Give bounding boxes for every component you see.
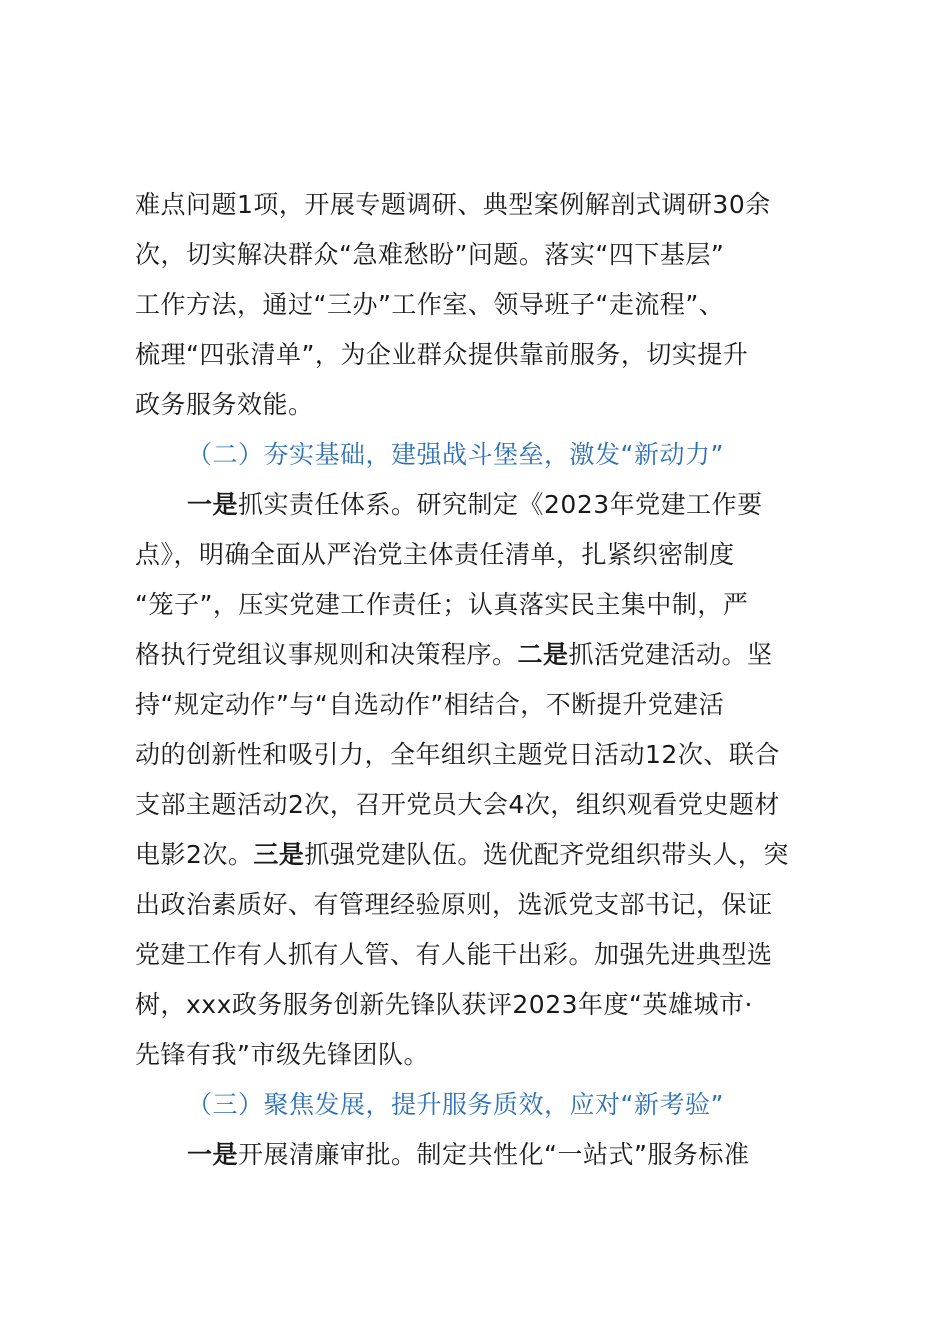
point-marker: 三是 [253,840,305,869]
text-line: 工作方法，通过“三办”工作室、领导班子“走流程”、 [135,290,725,319]
text-line: 出政治素质好、有管理经验原则，选派党支部书记，保证 [135,890,773,919]
point-marker: 二是 [517,640,569,669]
text-line [135,630,855,680]
text-line: 梳理“四张清单”，为企业群众提供靠前服务，切实提升 [135,340,749,369]
text-line: 点》，明确全面从严治党主体责任清单，扎紧织密制度 [135,540,735,569]
text-span: 抓活党建活动。坚 [568,640,773,669]
text-line [135,480,855,530]
section-heading-3: （三）聚焦发展，提升服务质效，应对“新考验” [187,1090,724,1119]
text-line: 动的创新性和吸引力，全年组织主题党日活动12次、联合 [135,740,780,769]
text-line [135,830,855,880]
text-line: 树，xxx政务服务创新先锋队获评2023年度“英雄城市· [135,990,753,1019]
text-line: “笼子”，压实党建工作责任；认真落实民主集中制，严 [135,590,749,619]
text-line: 党建工作有人抓有人管、有人能干出彩。加强先进典型选 [135,940,773,969]
text-line: 持“规定动作”与“自选动作”相结合，不断提升党建活 [135,690,725,719]
text-span: 抓强党建队伍。选优配齐党组织带头人，突 [304,840,789,869]
document-body [135,180,855,1180]
text-span: 开展清廉审批。制定共性化“一站式”服务标准 [238,1140,750,1169]
text-line: 次，切实解决群众“急难愁盼”问题。落实“四下基层” [135,240,725,269]
text-line: 支部主题活动2次，召开党员大会4次，组织观看党史题材 [135,790,780,819]
point-marker: 一是 [187,1140,239,1169]
text-line: 政务服务效能。 [135,390,314,419]
text-line [135,1130,855,1180]
text-span: 格执行党组议事规则和决策程序。 [135,640,518,669]
section-heading-2: （二）夯实基础，建强战斗堡垒，激发“新动力” [187,440,724,469]
text-line: 难点问题1项，开展专题调研、典型案例解剖式调研30余 [135,190,771,219]
text-span: 电影2次。 [135,840,254,869]
text-span: 抓实责任体系。研究制定《2023年党建工作要 [238,490,763,519]
text-line: 先锋有我”市级先锋团队。 [135,1040,429,1069]
point-marker: 一是 [187,490,239,519]
